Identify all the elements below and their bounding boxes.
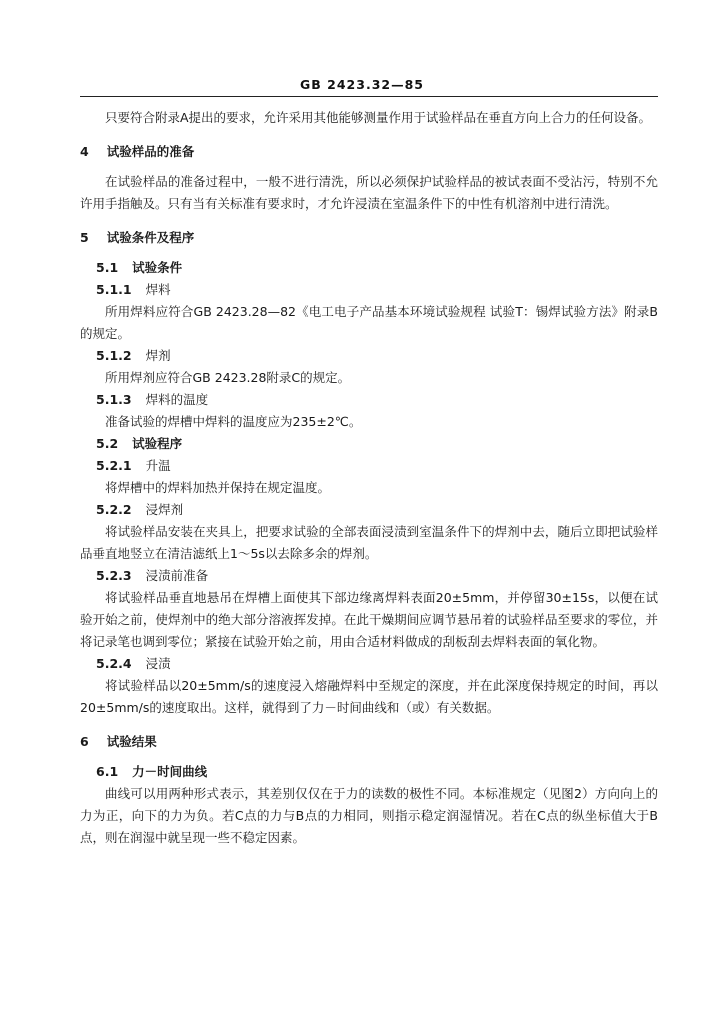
section-5-2-4-heading <box>80 653 658 675</box>
section-5-2-3-heading <box>80 565 658 587</box>
section-5-2-1-title: 升温 <box>145 458 171 473</box>
section-5-1-heading <box>80 257 658 279</box>
section-5-2-number: 5.2 <box>96 436 119 451</box>
section-5-2-4-paragraph: 将试验样品以20±5mm/s的速度浸入熔融焊料中至规定的深度，并在此深度保持规定的时间，再以20±5mm/s的速度取出。这样，就得到了力－时间曲线和（或）有关数据。 <box>80 678 658 715</box>
section-6-1-title: 力－时间曲线 <box>132 764 208 779</box>
section-4-number: 4 <box>80 144 89 159</box>
section-5-2-2-title: 浸焊剂 <box>145 502 184 517</box>
section-5-2-4-number: 5.2.4 <box>96 656 132 671</box>
section-5-1-number: 5.1 <box>96 260 119 275</box>
section-5-number: 5 <box>80 230 89 245</box>
section-4-heading <box>80 141 658 163</box>
header-rule <box>80 96 658 97</box>
section-6-heading <box>80 731 658 753</box>
section-4-paragraph: 在试验样品的准备过程中，一般不进行清洗，所以必须保护试验样品的被试表面不受沾污，特别不允许用手指触及。只有当有关标准有要求时，才允许浸渍在室温条件下的中性有机溶剂中进行清洗。 <box>80 174 658 211</box>
section-5-1-1-title: 焊料 <box>145 282 171 297</box>
section-5-2-3-title: 浸渍前准备 <box>145 568 209 583</box>
section-5-heading <box>80 227 658 249</box>
section-5-2-3-number: 5.2.3 <box>96 568 132 583</box>
section-5-2-4-title: 浸渍 <box>145 656 171 671</box>
section-5-2-3-paragraph: 将试验样品垂直地悬吊在焊槽上面使其下部边缘离焊料表面20±5mm，并停留30±15s，以便在试验开始之前，使焊剂中的绝大部分溶液挥发掉。在此干燥期间应调节悬吊着的试验样品至要求的零位，并将记录笔也调到零位；紧接在试验开始之前，用由合适材料做成的刮板刮去焊料表面的氧化物。 <box>80 590 658 649</box>
section-5-1-3-number: 5.1.3 <box>96 392 132 407</box>
section-5-1-2-paragraph: 所用焊剂应符合GB 2423.28附录C的规定。 <box>105 370 351 385</box>
section-5-1-3-heading <box>80 389 658 411</box>
standard-code-header: GB 2423.32—85 <box>300 77 424 92</box>
section-5-title: 试验条件及程序 <box>106 230 195 245</box>
section-5-2-1-number: 5.2.1 <box>96 458 132 473</box>
section-6-1-number: 6.1 <box>96 764 119 779</box>
section-5-2-2-paragraph: 将试验样品安装在夹具上，把要求试验的全部表面浸渍到室温条件下的焊剂中去，随后立即把试验样品垂直地竖立在清洁滤纸上1～5s以去除多余的焊剂。 <box>80 524 658 561</box>
section-6-title: 试验结果 <box>106 734 157 749</box>
section-5-1-title: 试验条件 <box>132 260 183 275</box>
section-5-2-1-heading <box>80 455 658 477</box>
section-5-2-1-paragraph: 将焊槽中的焊料加热并保持在规定温度。 <box>105 480 331 495</box>
document-body <box>80 107 658 849</box>
section-6-1-heading <box>80 761 658 783</box>
section-6-1-paragraph: 曲线可以用两种形式表示，其差别仅仅在于力的读数的极性不同。本标准规定（见图2）方向向上的力为正，向下的力为负。若C点的力与B点的力相同，则指示稳定润湿情况。若在C点的纵坐标值大于B点，则在润湿中就呈现一些不稳定因素。 <box>80 786 658 845</box>
section-5-1-3-paragraph: 准备试验的焊槽中焊料的温度应为235±2℃。 <box>105 414 362 429</box>
section-5-2-heading <box>80 433 658 455</box>
section-5-1-2-title: 焊剂 <box>145 348 171 363</box>
section-5-1-1-heading <box>80 279 658 301</box>
section-5-2-2-heading <box>80 499 658 521</box>
section-6-number: 6 <box>80 734 89 749</box>
section-4-title: 试验样品的准备 <box>106 144 195 159</box>
section-5-1-2-heading <box>80 345 658 367</box>
section-5-1-1-number: 5.1.1 <box>96 282 132 297</box>
intro-paragraph: 只要符合附录A提出的要求，允许采用其他能够测量作用于试验样品在垂直方向上合力的任何设备。 <box>105 110 652 125</box>
section-5-1-1-paragraph: 所用焊料应符合GB 2423.28—82《电工电子产品基本环境试验规程 试验T：锡焊试验方法》附录B的规定。 <box>80 304 658 341</box>
section-5-1-3-title: 焊料的温度 <box>145 392 209 407</box>
section-5-2-title: 试验程序 <box>132 436 183 451</box>
section-5-2-2-number: 5.2.2 <box>96 502 132 517</box>
section-5-1-2-number: 5.1.2 <box>96 348 132 363</box>
